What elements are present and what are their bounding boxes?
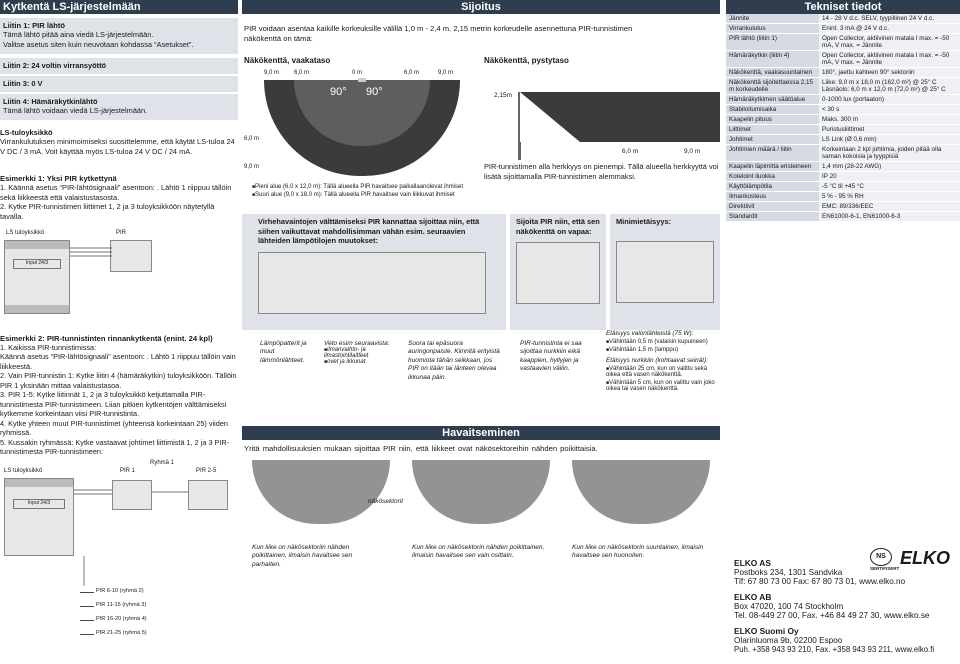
spec-key: Standardit bbox=[726, 212, 819, 222]
input-24-3-label-2: Input 24/3 bbox=[13, 499, 65, 509]
spec-value: Enint. 3 mA @ 24 V d.c. bbox=[819, 24, 960, 34]
addresses bbox=[734, 558, 960, 654]
specs-title: Tekniset tiedot bbox=[804, 1, 882, 13]
view-vertical-title: Näkökenttä, pystytaso bbox=[484, 56, 569, 65]
address-block bbox=[734, 558, 960, 586]
view-horizontal-title: Näkökenttä, vaakataso bbox=[244, 56, 331, 65]
wiring-diagram-2 bbox=[0, 458, 238, 658]
obstruction-illustration bbox=[516, 242, 600, 304]
spec-key: Stabiloitumisaika bbox=[726, 105, 819, 115]
spec-key: Jännite bbox=[726, 14, 819, 24]
spec-key: Käyttölämpötila bbox=[726, 182, 819, 192]
spec-value: Korkeintaan 2 kpl johtimia, joiden pitää olla saman kokoisia ja tyyppisiä bbox=[819, 145, 960, 162]
vertical-dim-label: 9,0 m bbox=[684, 148, 701, 155]
spec-key: Liittimet bbox=[726, 125, 819, 135]
detection-caption: Kun liike on näkösektorin nähden poikittainen, ilmaisin havaitsee sen vain osittain. bbox=[412, 544, 545, 560]
spec-value: LS Link (Ø 0,6 mm) bbox=[819, 135, 960, 145]
spec-value: Open Collector, aktiivinen matala I max. = -50 mA, V max. = Jännite bbox=[819, 34, 960, 51]
example-1-step: 1. Käännä asetus “PIR-lähtösignaali” asentoon: . Lähtö 1 riippuu tällöin sekä liikkeestä että valaistustasosta. bbox=[0, 183, 232, 202]
detection-title: Havaitseminen bbox=[442, 427, 520, 439]
pir-2-5-unit bbox=[188, 480, 228, 510]
connector-1-title: Liitin 1: PIR lähtö bbox=[3, 21, 66, 30]
dim-top-label: 9,0 m bbox=[438, 70, 454, 76]
spec-row bbox=[726, 51, 960, 68]
spec-key: Näkökenttä sijoitettaessa 2,15 m korkeudelle bbox=[726, 78, 819, 95]
address-line: Tlf: 67 80 73 00 Fax: 67 80 73 01, www.elko.no bbox=[734, 577, 906, 586]
ls-input-module bbox=[4, 240, 70, 314]
diagram-2-ls-label: LS tuloyksikkö bbox=[4, 468, 43, 474]
example-2-step: Käännä asetus “PIR-lähtösignaali” asentoon: . Lähtö 1 riippuu tällöin vain liikkeestä. bbox=[0, 352, 236, 371]
spec-value: 180°, jaettu kahteen 90° sektoriin bbox=[819, 68, 960, 78]
min-distance-title: Minimietäisyys: bbox=[616, 217, 672, 226]
spec-row bbox=[726, 192, 960, 202]
sector-fan-1 bbox=[252, 460, 390, 524]
spec-key: Kaapelin läpimitta eristeineen bbox=[726, 162, 819, 172]
dim-side-label: 9,0 m bbox=[244, 164, 260, 170]
spec-value: 1,4 mm (28-22 AWG) bbox=[819, 162, 960, 172]
spec-value: 14 - 28 V d.c. SELV, tyypillinen 24 V d.c. bbox=[819, 14, 960, 24]
min-distance-details bbox=[606, 330, 720, 392]
spec-value: Maks. 300 m bbox=[819, 115, 960, 125]
angle-label: 90° bbox=[330, 86, 347, 98]
spec-key: Ilmankosteus bbox=[726, 192, 819, 202]
input-24-3-label: Input 24/3 bbox=[13, 259, 61, 269]
company-name: ELKO Suomi Oy bbox=[734, 626, 799, 636]
caption-obstructions: PIR-tunnistinta ei saa sijoittaa nurkkiin eikä kaappien, hyllyjen ja vastaavien väliin. bbox=[520, 340, 582, 373]
spec-row bbox=[726, 145, 960, 162]
pir-sensor-unit bbox=[110, 240, 152, 272]
spec-value: Open Collector, aktiivinen matala I max. = -50 mA, V max. = Jännite bbox=[819, 51, 960, 68]
example-1-section bbox=[0, 174, 238, 222]
spec-key: Kaapelin pituus bbox=[726, 115, 819, 125]
ls-title: LS-tuloyksikkö bbox=[0, 128, 53, 137]
spec-key: Johtimien määrä / liitin bbox=[726, 145, 819, 162]
example-2-step: 4. Kytke yhteen muut PIR-tunnistimet (yhteensä korkeintaan 25) viiden ryhmissä. bbox=[0, 418, 228, 438]
spec-value: 5 % - 95 % RH bbox=[819, 192, 960, 202]
spec-row bbox=[726, 78, 960, 95]
spec-key: Direktiivit bbox=[726, 202, 819, 212]
spec-value: EN61000-6-1, EN61000-6-3 bbox=[819, 212, 960, 222]
cert-label: SERTIFISERT bbox=[870, 566, 900, 571]
example-2-title: Esimerkki 2: PIR-tunnistinten rinnankytkentä (enint. 24 kpl) bbox=[0, 334, 213, 343]
spec-value: EMC: 89/336/EEC bbox=[819, 202, 960, 212]
address-line: Box 47020, 100 74 Stockholm bbox=[734, 602, 844, 611]
connector-2-title: Liitin 2: 24 voltin virransyöttö bbox=[3, 61, 107, 70]
spec-key: PIR lähtö (liitin 1) bbox=[726, 34, 819, 51]
example-2-section bbox=[0, 334, 238, 457]
wiring-lines-1 bbox=[70, 244, 112, 264]
spec-row bbox=[726, 95, 960, 105]
detection-intro: Yritä mahdollisuuksien mukaan sijoittaa PIR niin, että liikkeet ovat näkösektoreihin nähden poikittaisia. bbox=[244, 444, 598, 453]
spec-row bbox=[726, 24, 960, 34]
dim-top-label: 9,0 m bbox=[264, 70, 280, 76]
section-header-detection bbox=[242, 426, 720, 440]
connector-2-box bbox=[0, 58, 238, 74]
min-lamp-item: ■ Vähintään 1,5 m (lamppu) bbox=[606, 347, 720, 353]
diagram-1-ls-label: LS tuloyksikkö bbox=[6, 230, 45, 236]
ls-text: Virrankulutuksen minimoimiseksi suosittelemme, että käytät LS-tuloa 24 V DC / 3 mA. Voit käyttää myös LS-tuloa 24 V DC / 24 mA. bbox=[0, 137, 235, 156]
dim-top-label: 0 m bbox=[352, 70, 363, 76]
sector-fan-2 bbox=[412, 460, 550, 524]
ns-badge: NS bbox=[870, 548, 892, 566]
section-header-specs bbox=[726, 0, 960, 14]
spec-key: Hämäräkytkin (liitin 4) bbox=[726, 51, 819, 68]
caption-draft-item: ■ ovet ja ikkunat bbox=[324, 359, 402, 365]
connector-1-line: Valitse asetus siten kuin neuvotaan kohdassa “Asetukset”. bbox=[3, 39, 194, 49]
group-2-label: PIR 6-10 (ryhmä 2) bbox=[96, 588, 144, 594]
placement-title: Sijoitus bbox=[461, 1, 501, 13]
spec-row bbox=[726, 162, 960, 172]
group-4-label: PIR 16-20 (ryhmä 4) bbox=[96, 616, 147, 622]
spec-value: < 30 s bbox=[819, 105, 960, 115]
detection-illustrations bbox=[244, 456, 720, 542]
wiring-diagram-1 bbox=[0, 230, 238, 320]
detection-caption: Kun liike on näkösektoriin nähden poikittainen, ilmaisin havaitsee sen parhaiten. bbox=[252, 544, 353, 568]
mount-height-label: 2,15m bbox=[494, 92, 513, 99]
spec-value: -5 °C til +45 °C bbox=[819, 182, 960, 192]
vertical-caption: PIR-tunnistimen alla herkkyys on pienempi. Tällä alueella herkkyyttä voi lisätä sijoittamalla PIR-tunnistimen alemmaksi. bbox=[484, 162, 719, 181]
legend-large-area: ■ Suuri alue (9,0 x 18,0 m): Tällä alueella PIR havaitsee vain liikkuvat ihmiset bbox=[252, 192, 482, 198]
spec-value: 0-1000 lux (portaaton) bbox=[819, 95, 960, 105]
spec-key: Hämäräkytkimen säätöalue bbox=[726, 95, 819, 105]
group-5-label: PIR 21-25 (ryhmä 5) bbox=[96, 630, 147, 636]
group-1-label: Ryhmä 1 bbox=[150, 460, 175, 466]
connector-3-title: Liitin 3: 0 V bbox=[3, 79, 43, 88]
sectors-label: näkösektorit bbox=[368, 498, 404, 505]
caption-heat-sources: Lämpöpatterit ja muut lämmönlähteet. bbox=[260, 340, 307, 364]
caption-draft bbox=[324, 340, 402, 365]
spec-row bbox=[726, 182, 960, 192]
spec-row bbox=[726, 172, 960, 182]
caption-sun: Suora tai epäsuora auringonpaiste. Kiinnitä erityistä huomiota tähän seikkaan, jos PIR on itään tai länteen olevaa ikkunaa päin. bbox=[408, 340, 500, 381]
area-legend bbox=[252, 184, 482, 198]
company-name: ELKO AB bbox=[734, 592, 772, 602]
connector-3-box bbox=[0, 76, 238, 92]
spec-key: Näkökenttä, vaakasuuntainen bbox=[726, 68, 819, 78]
legend-small-area: ■ Pieni alue (6,0 x 12,0 m): Tällä alueella PIR havaitsee paikallaanolevat ihmiset bbox=[252, 184, 482, 190]
connector-1-line: Tämä lähtö pitää aina viedä LS-järjestelmään. bbox=[3, 30, 154, 39]
address-line: Postboks 234, 1301 Sandvika bbox=[734, 568, 843, 577]
avoid-box bbox=[242, 214, 506, 330]
elko-logo: ELKO bbox=[900, 548, 951, 568]
ls-section bbox=[0, 128, 238, 156]
spec-key: Koteloint iluokka bbox=[726, 172, 819, 182]
spec-row bbox=[726, 14, 960, 24]
caption-draft-title: Veto esim seuraavista: bbox=[324, 340, 390, 347]
dim-top-label: 6,0 m bbox=[404, 70, 420, 76]
horizontal-field-diagram bbox=[244, 68, 476, 178]
min-distance-box bbox=[610, 214, 720, 330]
connector-4-text: Tämä lähtö voidaan viedä LS-järjestelmään. bbox=[3, 106, 148, 115]
spec-row bbox=[726, 202, 960, 212]
place-title: Sijoita PIR niin, että sen näkökenttä on vapaa: bbox=[516, 217, 600, 236]
example-2-step: 1. Kaikissa PIR-tunnistimissa: bbox=[0, 343, 97, 352]
address-line: Olarinluoma 9b, 02200 Espoo bbox=[734, 636, 843, 645]
vertical-field-diagram bbox=[484, 68, 720, 160]
heat-sources-illustration bbox=[258, 252, 486, 314]
min-lamp-title: Etäisyys valonlähteistä (75 W): bbox=[606, 330, 694, 337]
example-2-step: 5. Kussakin ryhmässä: Kytke vastaavat johtimet liittimistä 1, 2 ja 3 PIR-tunnistimesta PIR-tunnistimeen: bbox=[0, 437, 230, 457]
example-1-step: 2. Kytke PIR-tunnistimen liittimet 1, 2 ja 3 tuloyksikköön näytetyllä tavalla. bbox=[0, 202, 215, 221]
section-header-placement bbox=[242, 0, 720, 14]
spec-value: Liike: 9,0 m x 18,0 m (162,0 m²) @ 25° C Läsnäolo: 6,0 m x 12,0 m (72,0 m²) @ 25° C bbox=[819, 78, 960, 95]
example-2-step: 2. Vain PIR-tunnistin 1: Kytke liitin 4 (hämäräkytkin) tuloyksikköön. Tällöin PIR 1 yksinään mittaa valaistustasoa. bbox=[0, 371, 237, 390]
address-block bbox=[734, 626, 960, 654]
spec-table bbox=[726, 14, 960, 222]
group-3-label: PIR 11-15 (ryhmä 3) bbox=[96, 602, 147, 608]
place-box bbox=[510, 214, 606, 330]
spec-value: Puristusliittimet bbox=[819, 125, 960, 135]
spec-row bbox=[726, 34, 960, 51]
spec-key: Virrankulutus bbox=[726, 24, 819, 34]
address-line: Tel. 08-449 27 00, Fax. +46 84 49 27 30, www.elko.se bbox=[734, 611, 930, 620]
angle-label: 90° bbox=[366, 86, 383, 98]
address-line: Puh. +358 943 93 210, Fax. +358 943 93 211, www.elko.fi bbox=[734, 645, 935, 654]
caption-draft-item: ■ ilmanvaihto- ja ilmastointilaitteet bbox=[324, 347, 402, 359]
sector-fan-3 bbox=[572, 460, 710, 524]
connector-4-box bbox=[0, 94, 238, 120]
wiring-lines-2 bbox=[74, 486, 194, 596]
min-corner-title: Etäisyys nurkkiin (kohtaavat seinät): bbox=[606, 357, 708, 364]
dim-top-label: 6,0 m bbox=[294, 70, 310, 76]
example-1-title: Esimerkki 1: Yksi PIR kytkettynä bbox=[0, 174, 117, 183]
company-name: ELKO AS bbox=[734, 558, 771, 568]
spec-row bbox=[726, 212, 960, 222]
connector-4-title: Liitin 4: Hämäräkytkinlähtö bbox=[3, 97, 98, 106]
spec-row bbox=[726, 115, 960, 125]
section-header-wiring: Kytkentä LS-järjestelmään bbox=[0, 0, 238, 14]
address-block bbox=[734, 592, 960, 620]
spec-row bbox=[726, 135, 960, 145]
min-lamp-item: ■ Vähintään 0,5 m (valaisin kupuineen) bbox=[606, 339, 720, 345]
min-distance-illustration bbox=[616, 241, 714, 303]
diagram-1-pir-label: PIR bbox=[116, 230, 127, 236]
vertical-dim-label: 6,0 m bbox=[622, 148, 639, 155]
sensor-marker bbox=[358, 78, 366, 82]
spec-row bbox=[726, 125, 960, 135]
spec-row bbox=[726, 105, 960, 115]
spec-key: Johtimet bbox=[726, 135, 819, 145]
detection-caption: Kun liike on näkösektorin suuntainen, ilmaisin havaitsee sen huonoiten. bbox=[572, 544, 704, 560]
ls-input-module-2 bbox=[4, 478, 74, 556]
example-2-step: 3. PIR 1-5: Kytke liitinnät 1, 2 ja 3 tuloyksikkö ketjuttamalla PIR-tunnistimesta PIR-tunnistimeen. Liian pitkien kytkentöjen välttämiseksi kytkemme korkeintaan viisi PIR-tunnistinta. bbox=[0, 390, 227, 419]
vertical-field-cone bbox=[520, 92, 720, 146]
min-corner-item: ■ Vähintään 5 cm, kun on valittu vain joko oikea tai vasen näkökenttä. bbox=[606, 380, 720, 392]
connector-1-box bbox=[0, 18, 238, 54]
min-corner-item: ■ Vähintään 25 cm, kun on valittu sekä oikea että vasen näkökenttä. bbox=[606, 366, 720, 378]
spec-row bbox=[726, 68, 960, 78]
diagram-2-pir25-label: PIR 2-5 bbox=[196, 468, 217, 474]
avoid-title: Virhehavaintojen välttämiseksi PIR kannattaa sijoittaa niin, että siihen vaikuttavat mahdollisimman vähän esim. seuraavien lähteiden lämpötilojen muutokset: bbox=[258, 217, 480, 246]
dim-side-label: 6,0 m bbox=[244, 136, 260, 142]
diagram-2-pir1-label: PIR 1 bbox=[120, 468, 136, 474]
spec-value: IP 20 bbox=[819, 172, 960, 182]
placement-intro: PIR voidaan asentaa kaikille korkeuksille välillä 1,0 m - 2,4 m. 2,15 metrin korkeudelle asennettuna PIR-tunnistimen näkökenttä on tämä: bbox=[244, 24, 633, 43]
